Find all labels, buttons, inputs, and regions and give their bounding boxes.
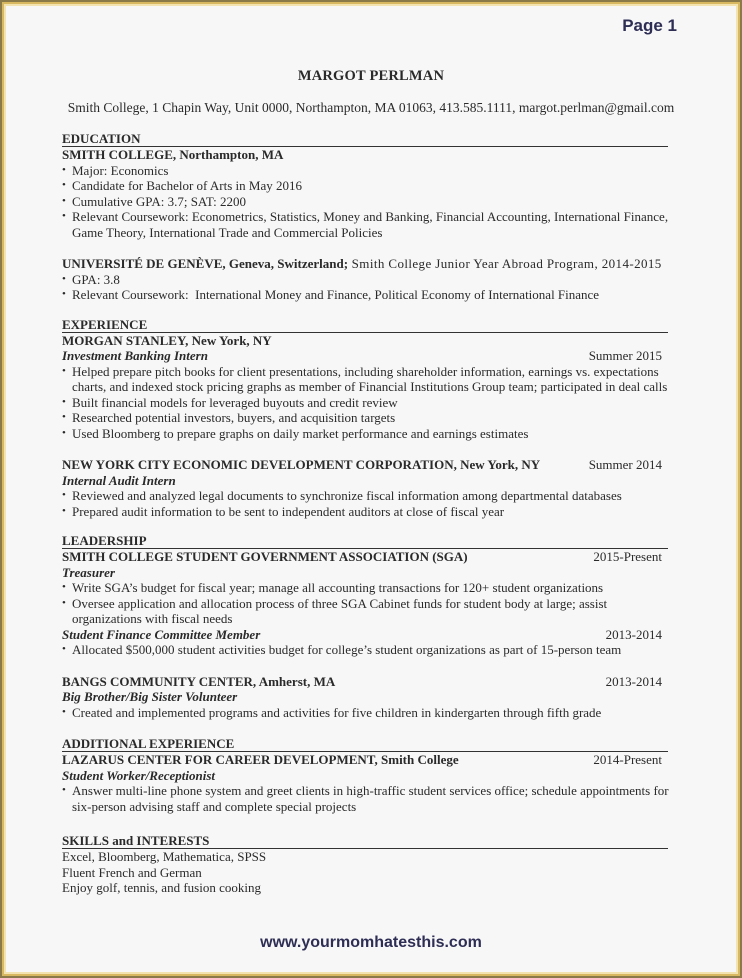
section-heading-education: EDUCATION: [62, 132, 668, 147]
section-heading-experience: EXPERIENCE: [62, 318, 668, 333]
role-line: [62, 768, 662, 784]
list-item: • Researched potential investors, buyers, and acquisition targets: [62, 410, 680, 426]
org-name: BANGS COMMUNITY CENTER, Amherst, MA: [62, 673, 336, 689]
spacer: [62, 720, 680, 737]
org-name: UNIVERSITÉ DE GENÈVE, Geneva, Switzerland;: [62, 256, 349, 271]
org-name: NEW YORK CITY ECONOMIC DEVELOPMENT CORPORATION, New York, NY: [62, 457, 541, 472]
leadership-org: [62, 549, 662, 565]
list-item: • Major: Economics: [62, 163, 680, 179]
section-heading-skills: SKILLS and INTERESTS: [62, 834, 668, 849]
role-line: [62, 473, 662, 489]
experience-org: [62, 457, 662, 473]
list-item: • Write SGA’s budget for fiscal year; manage all accounting transactions for 120+ student organizations: [62, 580, 680, 596]
org-name: MORGAN STANLEY, New York, NY: [62, 332, 272, 348]
bullet-list: [62, 163, 680, 241]
list-item: • Created and implemented programs and activities for five children in kindergarten through fifth grade: [62, 705, 680, 721]
leadership-org: [62, 674, 662, 690]
list-item: • Helped prepare pitch books for client presentations, including shareholder information, earnings vs. expectations charts, and indexed stock pricing graphs as member of Financial Institutions Group team; participated in deal calls: [62, 364, 680, 395]
role-title: Student Worker/Receptionist: [62, 767, 216, 783]
role-title: Student Finance Committee Member: [62, 626, 261, 642]
role-line: [62, 348, 662, 364]
bullet-list: [62, 272, 680, 303]
list-item: • Candidate for Bachelor of Arts in May 2016: [62, 178, 680, 194]
bullet-list: [62, 705, 680, 721]
footer-url: www.yourmomhatesthis.com: [260, 934, 482, 951]
list-item: • Allocated $500,000 student activities budget for college’s student organizations as part of 15-person team: [62, 642, 680, 658]
list-item: • Relevant Coursework: International Money and Finance, Political Economy of International Finance: [62, 287, 680, 303]
section-heading-additional-experience: ADDITIONAL EXPERIENCE: [62, 737, 668, 752]
org-name: LAZARUS CENTER FOR CAREER DEVELOPMENT, Smith College: [62, 752, 459, 767]
date: 2013-2014: [605, 626, 662, 642]
list-item: • Built financial models for leveraged buyouts and credit review: [62, 395, 680, 411]
experience-org: [62, 333, 662, 349]
program-note: Smith College Junior Year Abroad Program, 2014-2015: [348, 256, 662, 271]
role-title: Big Brother/Big Sister Volunteer: [62, 689, 238, 704]
list-item: • GPA: 3.8: [62, 272, 680, 288]
skills-line: Excel, Bloomberg, Mathematica, SPSS: [62, 849, 267, 864]
date: 2013-2014: [605, 673, 662, 689]
org-name: SMITH COLLEGE, Northampton, MA: [62, 147, 284, 162]
spacer: [62, 240, 680, 256]
page-label: Page 1: [622, 16, 677, 35]
list-item: • Oversee application and allocation process of three SGA Cabinet funds for student body at large; assist organizations with fiscal needs: [62, 596, 680, 627]
role-title: Treasurer: [62, 564, 115, 580]
list-item: • Used Bloomberg to prepare graphs on daily market performance and earnings estimates: [62, 426, 680, 442]
resume-name: MARGOT PERLMAN: [297, 68, 445, 84]
list-item: • Answer multi-line phone system and greet clients in high-traffic student services office; schedule appointments for six-person advising staff and complete special projects: [62, 783, 680, 814]
education-org: [62, 147, 662, 163]
role-title: Internal Audit Intern: [62, 472, 176, 488]
org-name: SMITH COLLEGE STUDENT GOVERNMENT ASSOCIATION (SGA): [62, 549, 468, 564]
bullet-list: [62, 488, 680, 519]
spacer: [62, 519, 680, 534]
list-item: • Relevant Coursework: Econometrics, Statistics, Money and Banking, Financial Accounting, International Finance, Game Theory, International Trade and Commercial Policies: [62, 209, 680, 240]
spacer: [62, 814, 680, 834]
role-title: Investment Banking Intern: [62, 348, 208, 363]
list-item: • Cumulative GPA: 3.7; SAT: 2200: [62, 194, 680, 210]
education-org: [62, 256, 662, 272]
role-line: [62, 565, 662, 581]
additional-org: [62, 752, 662, 768]
spacer: [62, 303, 680, 318]
role-line: [62, 627, 662, 643]
list-item: • Prepared audit information to be sent to independent auditors at close of fiscal year: [62, 504, 680, 520]
bullet-list: [62, 783, 680, 814]
date: Summer 2014: [588, 457, 662, 472]
date: 2015-Present: [593, 549, 662, 564]
spacer: [62, 441, 680, 457]
bullet-list: [62, 364, 680, 442]
list-item: • Reviewed and analyzed legal documents to synchronize fiscal information among departmental databases: [62, 488, 680, 504]
section-heading-leadership: LEADERSHIP: [62, 534, 668, 549]
contact-line: Smith College, 1 Chapin Way, Unit 0000, Northampton, MA 01063, 413.585.1111, margot.perlman@gmail.com: [67, 100, 675, 115]
date: 2014-Present: [593, 752, 662, 767]
role-line: [62, 689, 662, 705]
bullet-list: [62, 580, 680, 627]
spacer: [62, 658, 680, 674]
skills-line: Fluent French and German: [62, 864, 202, 880]
date: Summer 2015: [588, 348, 662, 363]
resume-body: [62, 132, 680, 896]
bullet-list: [62, 642, 680, 658]
skills-line: Enjoy golf, tennis, and fusion cooking: [62, 880, 261, 895]
